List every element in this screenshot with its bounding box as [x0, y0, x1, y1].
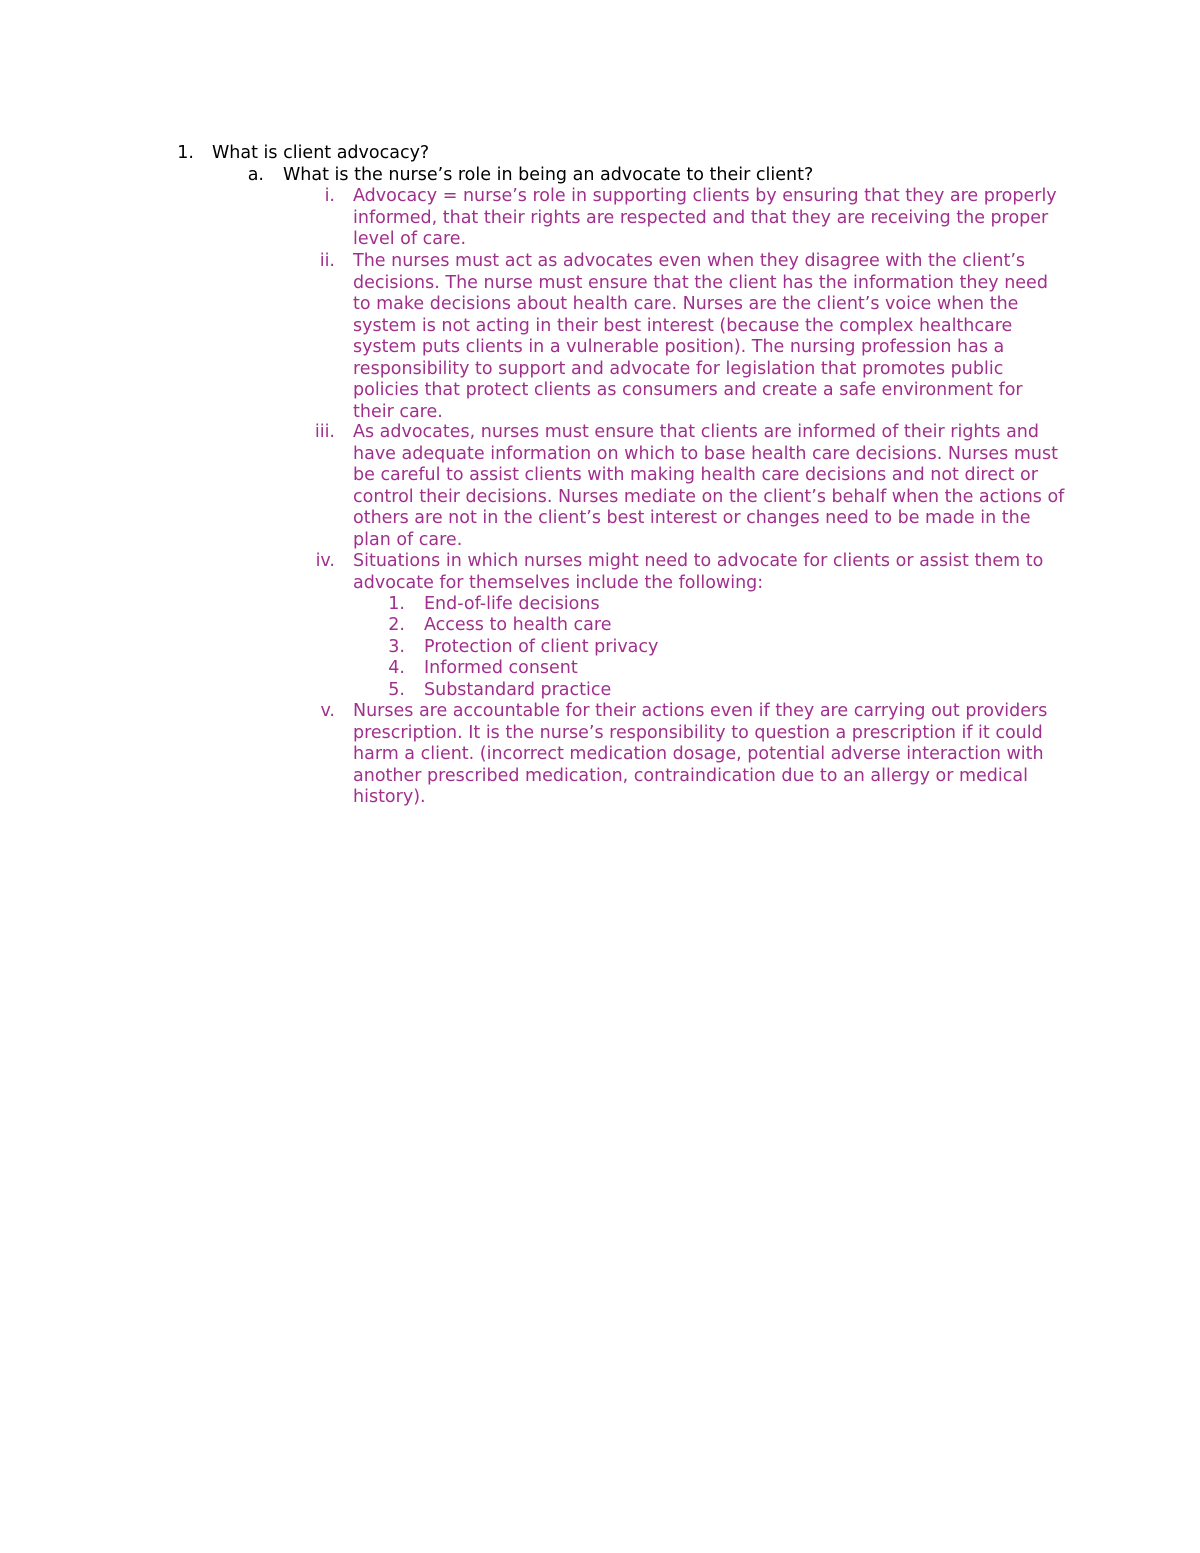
answer-text: Nurses are accountable for their actions even if they are carrying out providers prescription. It is the nurse’s responsibility to question a prescription if it could harm a client. (incorrect medication dosage, potential adverse interaction with another prescribed medication, contraindication due to an allergy or medical history). — [353, 701, 1048, 807]
list-marker: a. — [247, 165, 264, 185]
question-1 — [0, 143, 1200, 165]
question-text: What is client advocacy? — [212, 143, 430, 163]
situation-item — [0, 637, 1200, 659]
situation-item — [0, 658, 1200, 680]
answer-text: Situations in which nurses might need to advocate for clients or assist them to advocate for themselves include the following: — [353, 551, 1044, 593]
answer-text: Advocacy = nurse’s role in supporting clients by ensuring that they are properly informed, that their rights are respected and that they are receiving the proper level of care. — [353, 186, 1057, 249]
situation-text: Substandard practice — [424, 680, 612, 700]
situation-text: Protection of client privacy — [424, 637, 659, 657]
list-marker: 5. — [388, 680, 405, 700]
situation-item — [0, 680, 1200, 702]
answer-v — [0, 701, 1200, 809]
answer-iii — [0, 422, 1200, 551]
list-marker: 4. — [388, 658, 405, 678]
question-1a — [0, 165, 1200, 187]
list-marker: ii. — [319, 251, 335, 271]
list-marker: 1. — [388, 594, 405, 614]
answer-text: The nurses must act as advocates even when they disagree with the client’s decisions. The nurse must ensure that the client has the information they need to make decisions about health care. Nurses are the client’s voice when the system is not acting in their best interest (because the complex healthcare system puts clients in a vulnerable position). The nursing profession has a responsibility to support and advocate for legislation that promotes public policies that protect clients as consumers and create a safe environment for their care. — [353, 251, 1048, 422]
list-marker: iv. — [315, 551, 335, 571]
situation-text: End-of-life decisions — [424, 594, 600, 614]
answer-iv — [0, 551, 1200, 594]
list-marker: i. — [324, 186, 335, 206]
list-marker: 1. — [177, 143, 194, 163]
situation-item — [0, 615, 1200, 637]
situation-text: Access to health care — [424, 615, 612, 635]
answer-i — [0, 186, 1200, 251]
answer-ii — [0, 251, 1200, 423]
question-text: What is the nurse’s role in being an advocate to their client? — [283, 165, 814, 185]
list-marker: iii. — [314, 422, 335, 442]
situation-text: Informed consent — [424, 658, 578, 678]
answer-text: As advocates, nurses must ensure that clients are informed of their rights and have adequate information on which to base health care decisions. Nurses must be careful to assist clients with making health care decisions and not direct or control their decisions. Nurses mediate on the client’s behalf when the actions of others are not in the client’s best interest or changes need to be made in the plan of care. — [353, 422, 1065, 550]
list-marker: 2. — [388, 615, 405, 635]
list-marker: 3. — [388, 637, 405, 657]
situation-item — [0, 594, 1200, 616]
list-marker: v. — [320, 701, 335, 721]
